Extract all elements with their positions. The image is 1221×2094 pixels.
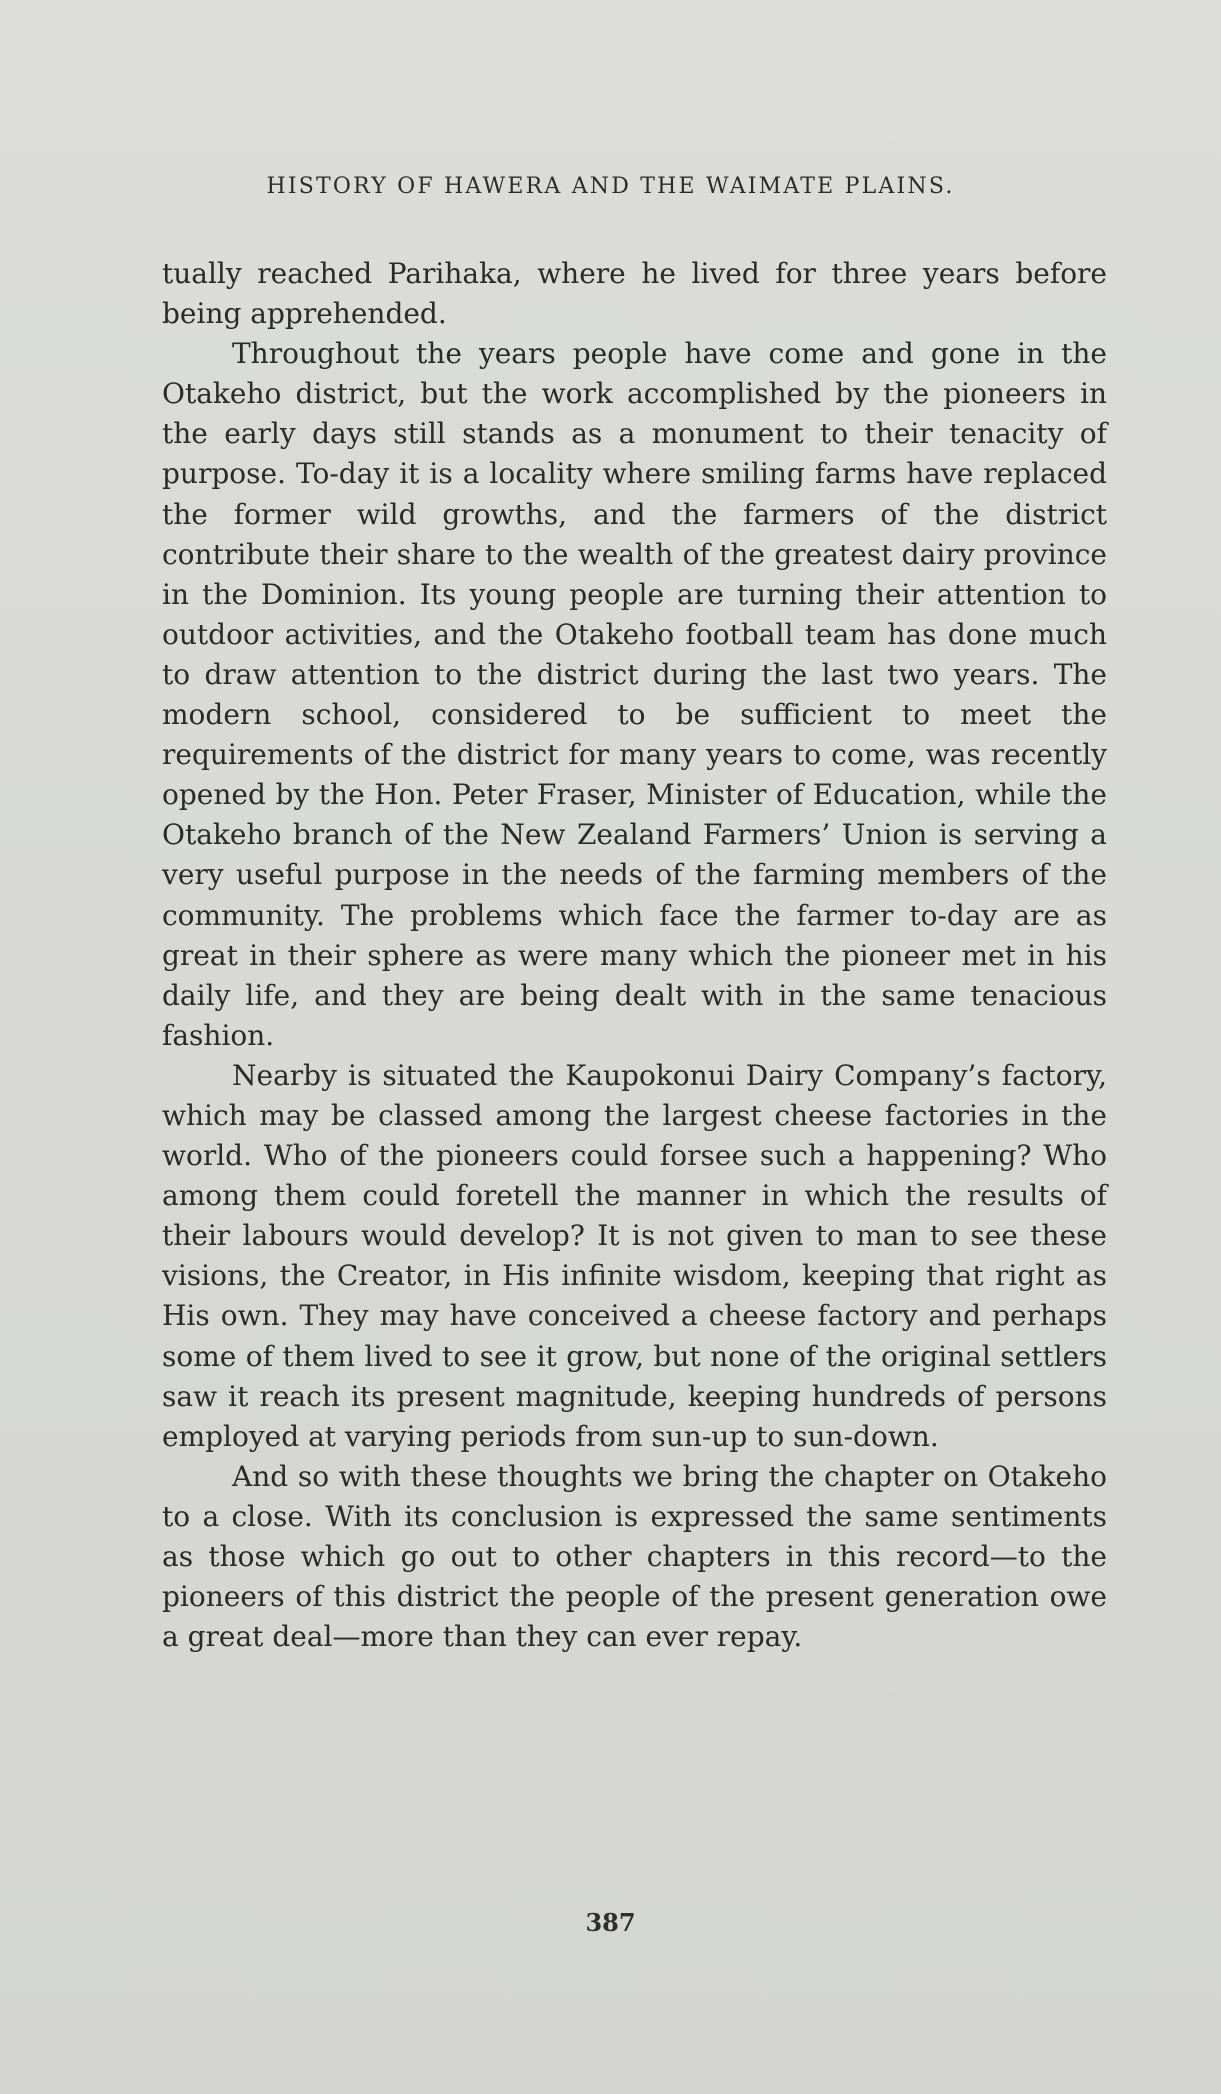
paragraph-kaupokonui-factory: Nearby is situated the Kaupokonui Dairy Company’s factory, which may be classed among the largest cheese factories in the world. Who of the pioneers could forsee such a happening? Who among them could foretell the manner in which the results of their labours would develop? It is not given to man to see these visions, the Creator, in His infinite wisdom, keeping that right as His own. They may have conceived a cheese factory and perhaps some of them lived to see it grow, but none of the original settlers saw it reach its present magnitude, keeping hundreds of persons employed at varying periods from sun-up to sun-down.	[162, 1058, 1107, 1453]
page-number: 387	[585, 1908, 636, 1937]
paragraph-otakeho-district: Throughout the years people have come and gone in the Otakeho district, but the work accomplished by the pioneers in the early days still stands as a monument to their tenacity of purpose. To-day it is a locality where smiling farms have replaced the former wild growths, and the farmers of the district contribute their share to the wealth of the greatest dairy province in the Dominion. Its young people are turning their attention to outdoor activities, and the Otakeho football team has done much to draw attention to the district during the last two years. The modern school, considered to be sufficient to meet the requirements of the district for many years to come, was recently opened by the Hon. Peter Fraser, Minister of Education, while the Otakeho branch of the New Zealand Farmers’ Union is serving a very useful purpose in the needs of the farming members of the community. The problems which face the farmer to-day are as great in their sphere as were many which the pioneer met in his daily life, and they are being dealt with in the same tenacious fashion.	[162, 337, 1107, 1052]
running-header: HISTORY OF HAWERA AND THE WAIMATE PLAINS.	[266, 174, 955, 199]
paragraph-continuation: tually reached Parihaka, where he lived for three years before being apprehended.	[162, 257, 1107, 331]
body-text	[162, 254, 1107, 1657]
paragraph-chapter-close: And so with these thoughts we bring the chapter on Otakeho to a close. With its conclusion is expressed the same sentiments as those which go out to other chapters in this record—to the pioneers of this district the people of the present generation owe a great deal—more than they can ever repay.	[162, 1459, 1107, 1654]
